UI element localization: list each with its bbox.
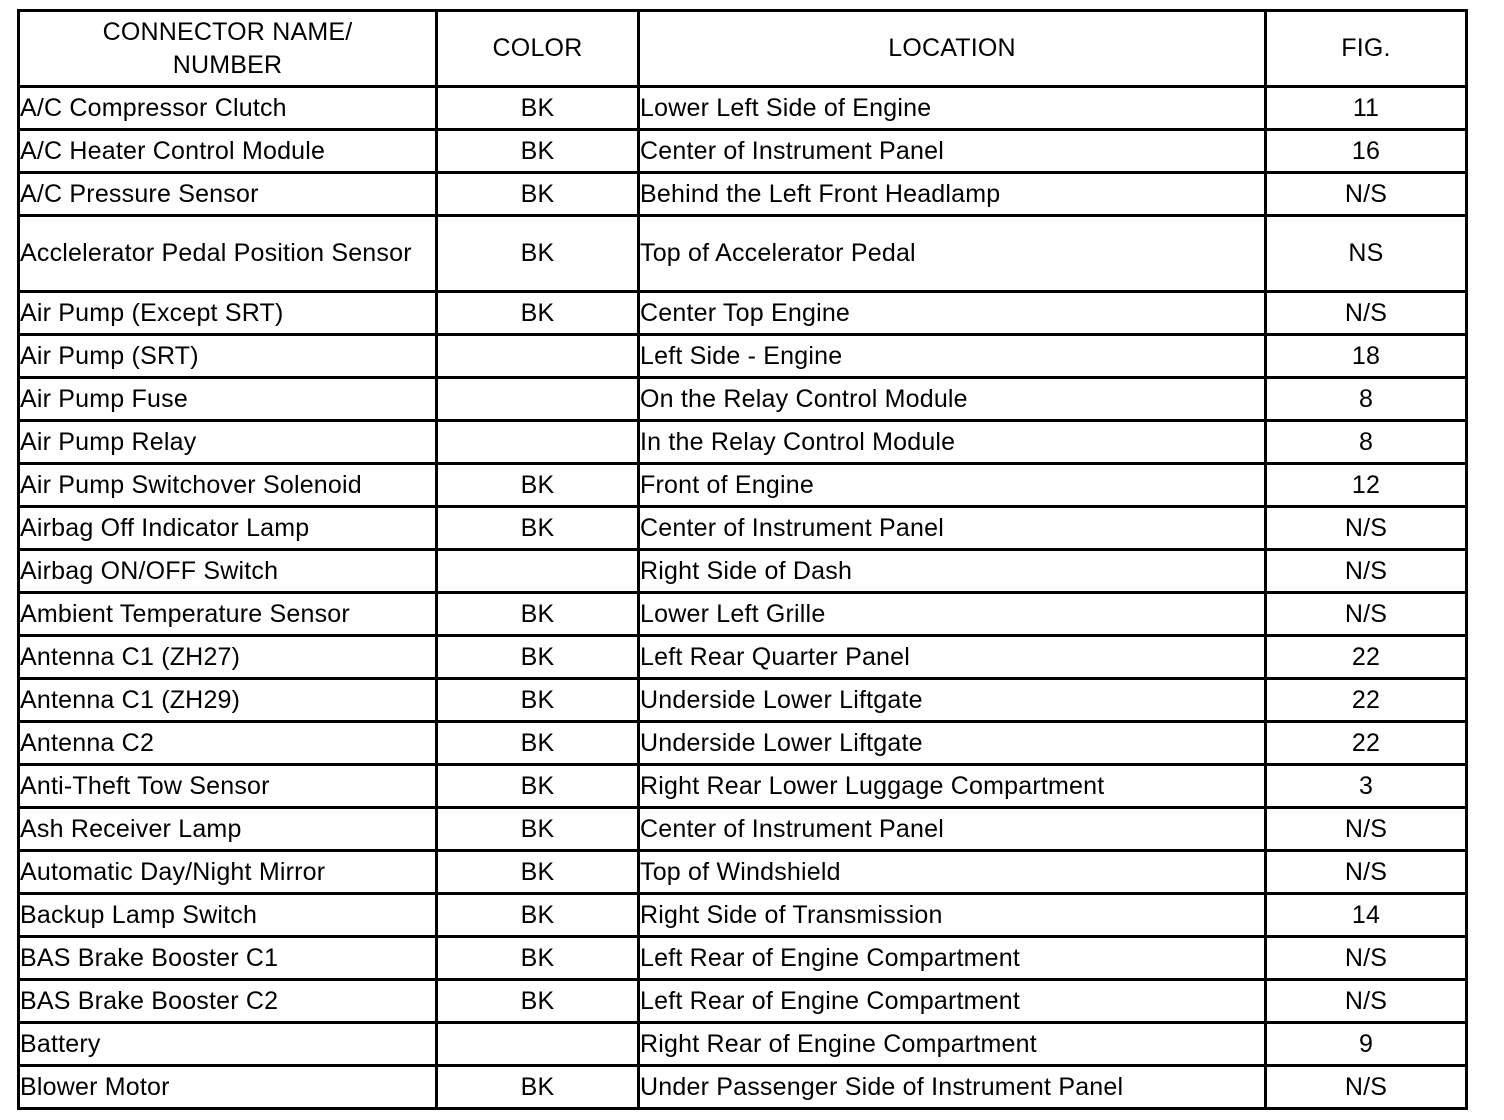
cell-connector-name: Antenna C1 (ZH29) <box>19 679 437 722</box>
cell-fig: NS <box>1266 216 1467 292</box>
table-row <box>19 550 1467 593</box>
cell-connector-name: Acclelerator Pedal Position Sensor <box>19 216 437 292</box>
cell-location: In the Relay Control Module <box>639 421 1266 464</box>
table-row <box>19 292 1467 335</box>
table-row <box>19 173 1467 216</box>
table-row <box>19 593 1467 636</box>
cell-fig: N/S <box>1266 292 1467 335</box>
table-row <box>19 464 1467 507</box>
table-row <box>19 980 1467 1023</box>
table-row <box>19 636 1467 679</box>
cell-color <box>437 550 639 593</box>
cell-location: Front of Engine <box>639 464 1266 507</box>
cell-fig: 22 <box>1266 679 1467 722</box>
cell-connector-name: Blower Motor <box>19 1066 437 1109</box>
cell-color: BK <box>437 507 639 550</box>
table-row <box>19 894 1467 937</box>
cell-color: BK <box>437 87 639 130</box>
cell-connector-name: Battery <box>19 1023 437 1066</box>
table-row <box>19 378 1467 421</box>
cell-fig: N/S <box>1266 851 1467 894</box>
cell-fig: 8 <box>1266 378 1467 421</box>
cell-location: Right Side of Transmission <box>639 894 1266 937</box>
cell-location: Top of Accelerator Pedal <box>639 216 1266 292</box>
cell-connector-name: Anti-Theft Tow Sensor <box>19 765 437 808</box>
cell-fig: N/S <box>1266 1066 1467 1109</box>
cell-color: BK <box>437 808 639 851</box>
cell-connector-name: Air Pump Switchover Solenoid <box>19 464 437 507</box>
cell-color: BK <box>437 679 639 722</box>
cell-fig: 11 <box>1266 87 1467 130</box>
cell-color: BK <box>437 593 639 636</box>
cell-location: Center of Instrument Panel <box>639 808 1266 851</box>
table-row <box>19 765 1467 808</box>
cell-location: Behind the Left Front Headlamp <box>639 173 1266 216</box>
cell-color: BK <box>437 765 639 808</box>
cell-location: Lower Left Side of Engine <box>639 87 1266 130</box>
cell-fig: 18 <box>1266 335 1467 378</box>
cell-fig: 22 <box>1266 722 1467 765</box>
cell-color <box>437 1023 639 1066</box>
cell-connector-name: Ash Receiver Lamp <box>19 808 437 851</box>
cell-connector-name: Antenna C2 <box>19 722 437 765</box>
cell-color: BK <box>437 292 639 335</box>
cell-fig: N/S <box>1266 507 1467 550</box>
cell-color <box>437 378 639 421</box>
cell-fig: N/S <box>1266 173 1467 216</box>
header-connector-name: CONNECTOR NAME/ NUMBER <box>19 11 437 87</box>
cell-fig: N/S <box>1266 980 1467 1023</box>
table-row <box>19 1066 1467 1109</box>
cell-connector-name: Ambient Temperature Sensor <box>19 593 437 636</box>
cell-color: BK <box>437 851 639 894</box>
cell-connector-name: Antenna C1 (ZH27) <box>19 636 437 679</box>
cell-location: Underside Lower Liftgate <box>639 722 1266 765</box>
cell-fig: 9 <box>1266 1023 1467 1066</box>
cell-location: Right Rear Lower Luggage Compartment <box>639 765 1266 808</box>
connector-table <box>17 9 1468 1110</box>
cell-location: Left Rear of Engine Compartment <box>639 980 1266 1023</box>
cell-connector-name: Automatic Day/Night Mirror <box>19 851 437 894</box>
table-row <box>19 851 1467 894</box>
header-row <box>19 11 1467 87</box>
cell-location: On the Relay Control Module <box>639 378 1266 421</box>
table-row <box>19 1023 1467 1066</box>
cell-location: Center of Instrument Panel <box>639 130 1266 173</box>
cell-connector-name: Air Pump (Except SRT) <box>19 292 437 335</box>
cell-connector-name: BAS Brake Booster C1 <box>19 937 437 980</box>
cell-color: BK <box>437 894 639 937</box>
table-row <box>19 937 1467 980</box>
cell-location: Left Side - Engine <box>639 335 1266 378</box>
header-color: COLOR <box>437 11 639 87</box>
cell-fig: 14 <box>1266 894 1467 937</box>
cell-color: BK <box>437 722 639 765</box>
cell-location: Under Passenger Side of Instrument Panel <box>639 1066 1266 1109</box>
table-row <box>19 216 1467 292</box>
cell-location: Center of Instrument Panel <box>639 507 1266 550</box>
table-row <box>19 722 1467 765</box>
table-row <box>19 130 1467 173</box>
cell-fig: N/S <box>1266 808 1467 851</box>
header-fig: FIG. <box>1266 11 1467 87</box>
cell-connector-name: A/C Compressor Clutch <box>19 87 437 130</box>
cell-connector-name: A/C Pressure Sensor <box>19 173 437 216</box>
table-row <box>19 507 1467 550</box>
cell-color: BK <box>437 216 639 292</box>
cell-fig: 8 <box>1266 421 1467 464</box>
cell-color <box>437 421 639 464</box>
cell-fig: 12 <box>1266 464 1467 507</box>
cell-connector-name: BAS Brake Booster C2 <box>19 980 437 1023</box>
cell-color: BK <box>437 130 639 173</box>
cell-connector-name: A/C Heater Control Module <box>19 130 437 173</box>
cell-color: BK <box>437 937 639 980</box>
cell-connector-name: Airbag Off Indicator Lamp <box>19 507 437 550</box>
cell-location: Top of Windshield <box>639 851 1266 894</box>
header-location: LOCATION <box>639 11 1266 87</box>
cell-color <box>437 335 639 378</box>
cell-fig: 3 <box>1266 765 1467 808</box>
cell-connector-name: Backup Lamp Switch <box>19 894 437 937</box>
cell-location: Center Top Engine <box>639 292 1266 335</box>
cell-color: BK <box>437 636 639 679</box>
cell-fig: N/S <box>1266 550 1467 593</box>
cell-location: Left Rear Quarter Panel <box>639 636 1266 679</box>
table-row <box>19 679 1467 722</box>
cell-connector-name: Air Pump Fuse <box>19 378 437 421</box>
cell-color: BK <box>437 980 639 1023</box>
cell-color: BK <box>437 464 639 507</box>
table-row <box>19 335 1467 378</box>
cell-color: BK <box>437 173 639 216</box>
table-row <box>19 87 1467 130</box>
table-row <box>19 421 1467 464</box>
cell-color: BK <box>437 1066 639 1109</box>
cell-location: Lower Left Grille <box>639 593 1266 636</box>
cell-fig: 16 <box>1266 130 1467 173</box>
cell-connector-name: Air Pump (SRT) <box>19 335 437 378</box>
cell-fig: N/S <box>1266 937 1467 980</box>
cell-location: Left Rear of Engine Compartment <box>639 937 1266 980</box>
cell-location: Right Side of Dash <box>639 550 1266 593</box>
table-row <box>19 808 1467 851</box>
cell-location: Right Rear of Engine Compartment <box>639 1023 1266 1066</box>
cell-fig: 22 <box>1266 636 1467 679</box>
cell-connector-name: Airbag ON/OFF Switch <box>19 550 437 593</box>
cell-fig: N/S <box>1266 593 1467 636</box>
cell-location: Underside Lower Liftgate <box>639 679 1266 722</box>
cell-connector-name: Air Pump Relay <box>19 421 437 464</box>
